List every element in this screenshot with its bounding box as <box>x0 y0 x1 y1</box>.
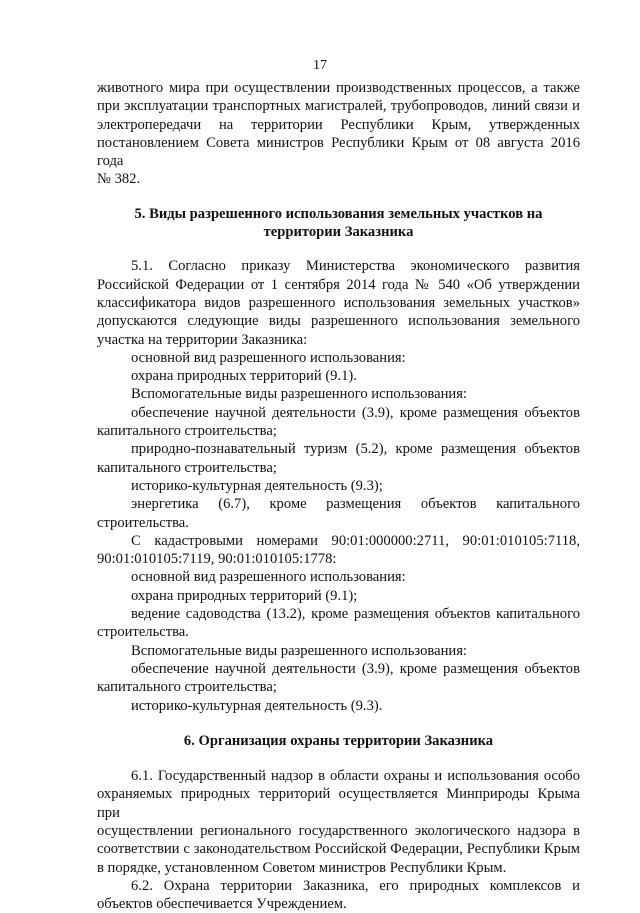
text-line: строительства. <box>97 624 189 641</box>
text-line: объектов обеспечивается Учреждением. <box>97 896 347 913</box>
text-line: ведение садоводства (13.2), кроме размещения объектов капитального <box>131 606 580 623</box>
text-line: историко-культурная деятельность (9.3). <box>131 697 383 714</box>
text-line: животного мира при осуществлении производственных процессов, а также <box>97 80 580 96</box>
text-line: в порядке, установленном Советом министров Республики Крым. <box>97 859 507 876</box>
text-line: строительства. <box>97 514 189 531</box>
text-line: обеспечение научной деятельности (3.9), кроме размещения объектов <box>131 660 580 677</box>
text-line: капитального строительства; <box>97 459 277 476</box>
text-line: при эксплуатации транспортных магистралей, трубопроводов, линий связи и <box>97 98 580 115</box>
page-number: 17 <box>313 58 327 73</box>
text-line: 6.2. Охрана территории Заказника, его природных комплексов и <box>131 877 580 894</box>
text-line: охраняемых природных территорий осуществляется Минприроды Крыма при <box>97 786 580 821</box>
text-line: охрана природных территорий (9.1). <box>131 368 357 385</box>
text-line: историко-культурная деятельность (9.3); <box>131 477 383 494</box>
text-line: капитального строительства; <box>97 423 277 440</box>
text-line: участка на территории Заказника: <box>97 331 308 348</box>
text-line: соответствии с законодательством Российской Федерации, Республики Крым <box>97 841 580 858</box>
text-line: допускаются следующие виды разрешенного использования земельного <box>97 313 580 330</box>
text-line: № 382. <box>97 171 141 188</box>
text-line: Российской Федерации от 1 сентября 2014 года № 540 «Об утверждении <box>97 276 580 293</box>
text-line: основной вид разрешенного использования: <box>131 349 406 366</box>
text-line: Вспомогательные виды разрешенного использования: <box>131 642 467 659</box>
text-line: осуществлении регионального государственного экологического надзора в <box>97 822 580 839</box>
text-line: 5.1. Согласно приказу Министерства экономического развития <box>131 258 580 275</box>
text-line: энергетика (6.7), кроме размещения объектов капитального <box>131 496 580 513</box>
section-heading-5-cont: территории Заказника <box>263 224 414 241</box>
text-line: охрана природных территорий (9.1); <box>131 587 358 604</box>
text-line: капитального строительства; <box>97 679 277 696</box>
text-line: электропередачи на территории Республики Крым, утвержденных <box>97 116 580 133</box>
text-line: природно-познавательный туризм (5.2), кроме размещения объектов <box>131 441 580 458</box>
text-line: 6.1. Государственный надзор в области охраны и использования особо <box>131 768 580 785</box>
text-line: обеспечение научной деятельности (3.9), кроме размещения объектов <box>131 404 580 421</box>
text-line: 90:01:010105:7119, 90:01:010105:1778: <box>97 551 337 568</box>
section-heading-5: 5. Виды разрешенного использования земельных участков на <box>134 205 543 222</box>
document-body <box>97 79 580 913</box>
text-line: основной вид разрешенного использования: <box>131 569 406 586</box>
text-line: классификатора видов разрешенного использования земельных участков» <box>97 294 580 311</box>
text-line: Вспомогательные виды разрешенного использования: <box>131 386 467 403</box>
text-line: С кадастровыми номерами 90:01:000000:2711, 90:01:010105:7118, <box>131 532 580 549</box>
section-heading-6: 6. Организация охраны территории Заказника <box>183 732 494 749</box>
text-line: постановлением Совета министров Республики Крым от 08 августа 2016 года <box>97 134 580 170</box>
